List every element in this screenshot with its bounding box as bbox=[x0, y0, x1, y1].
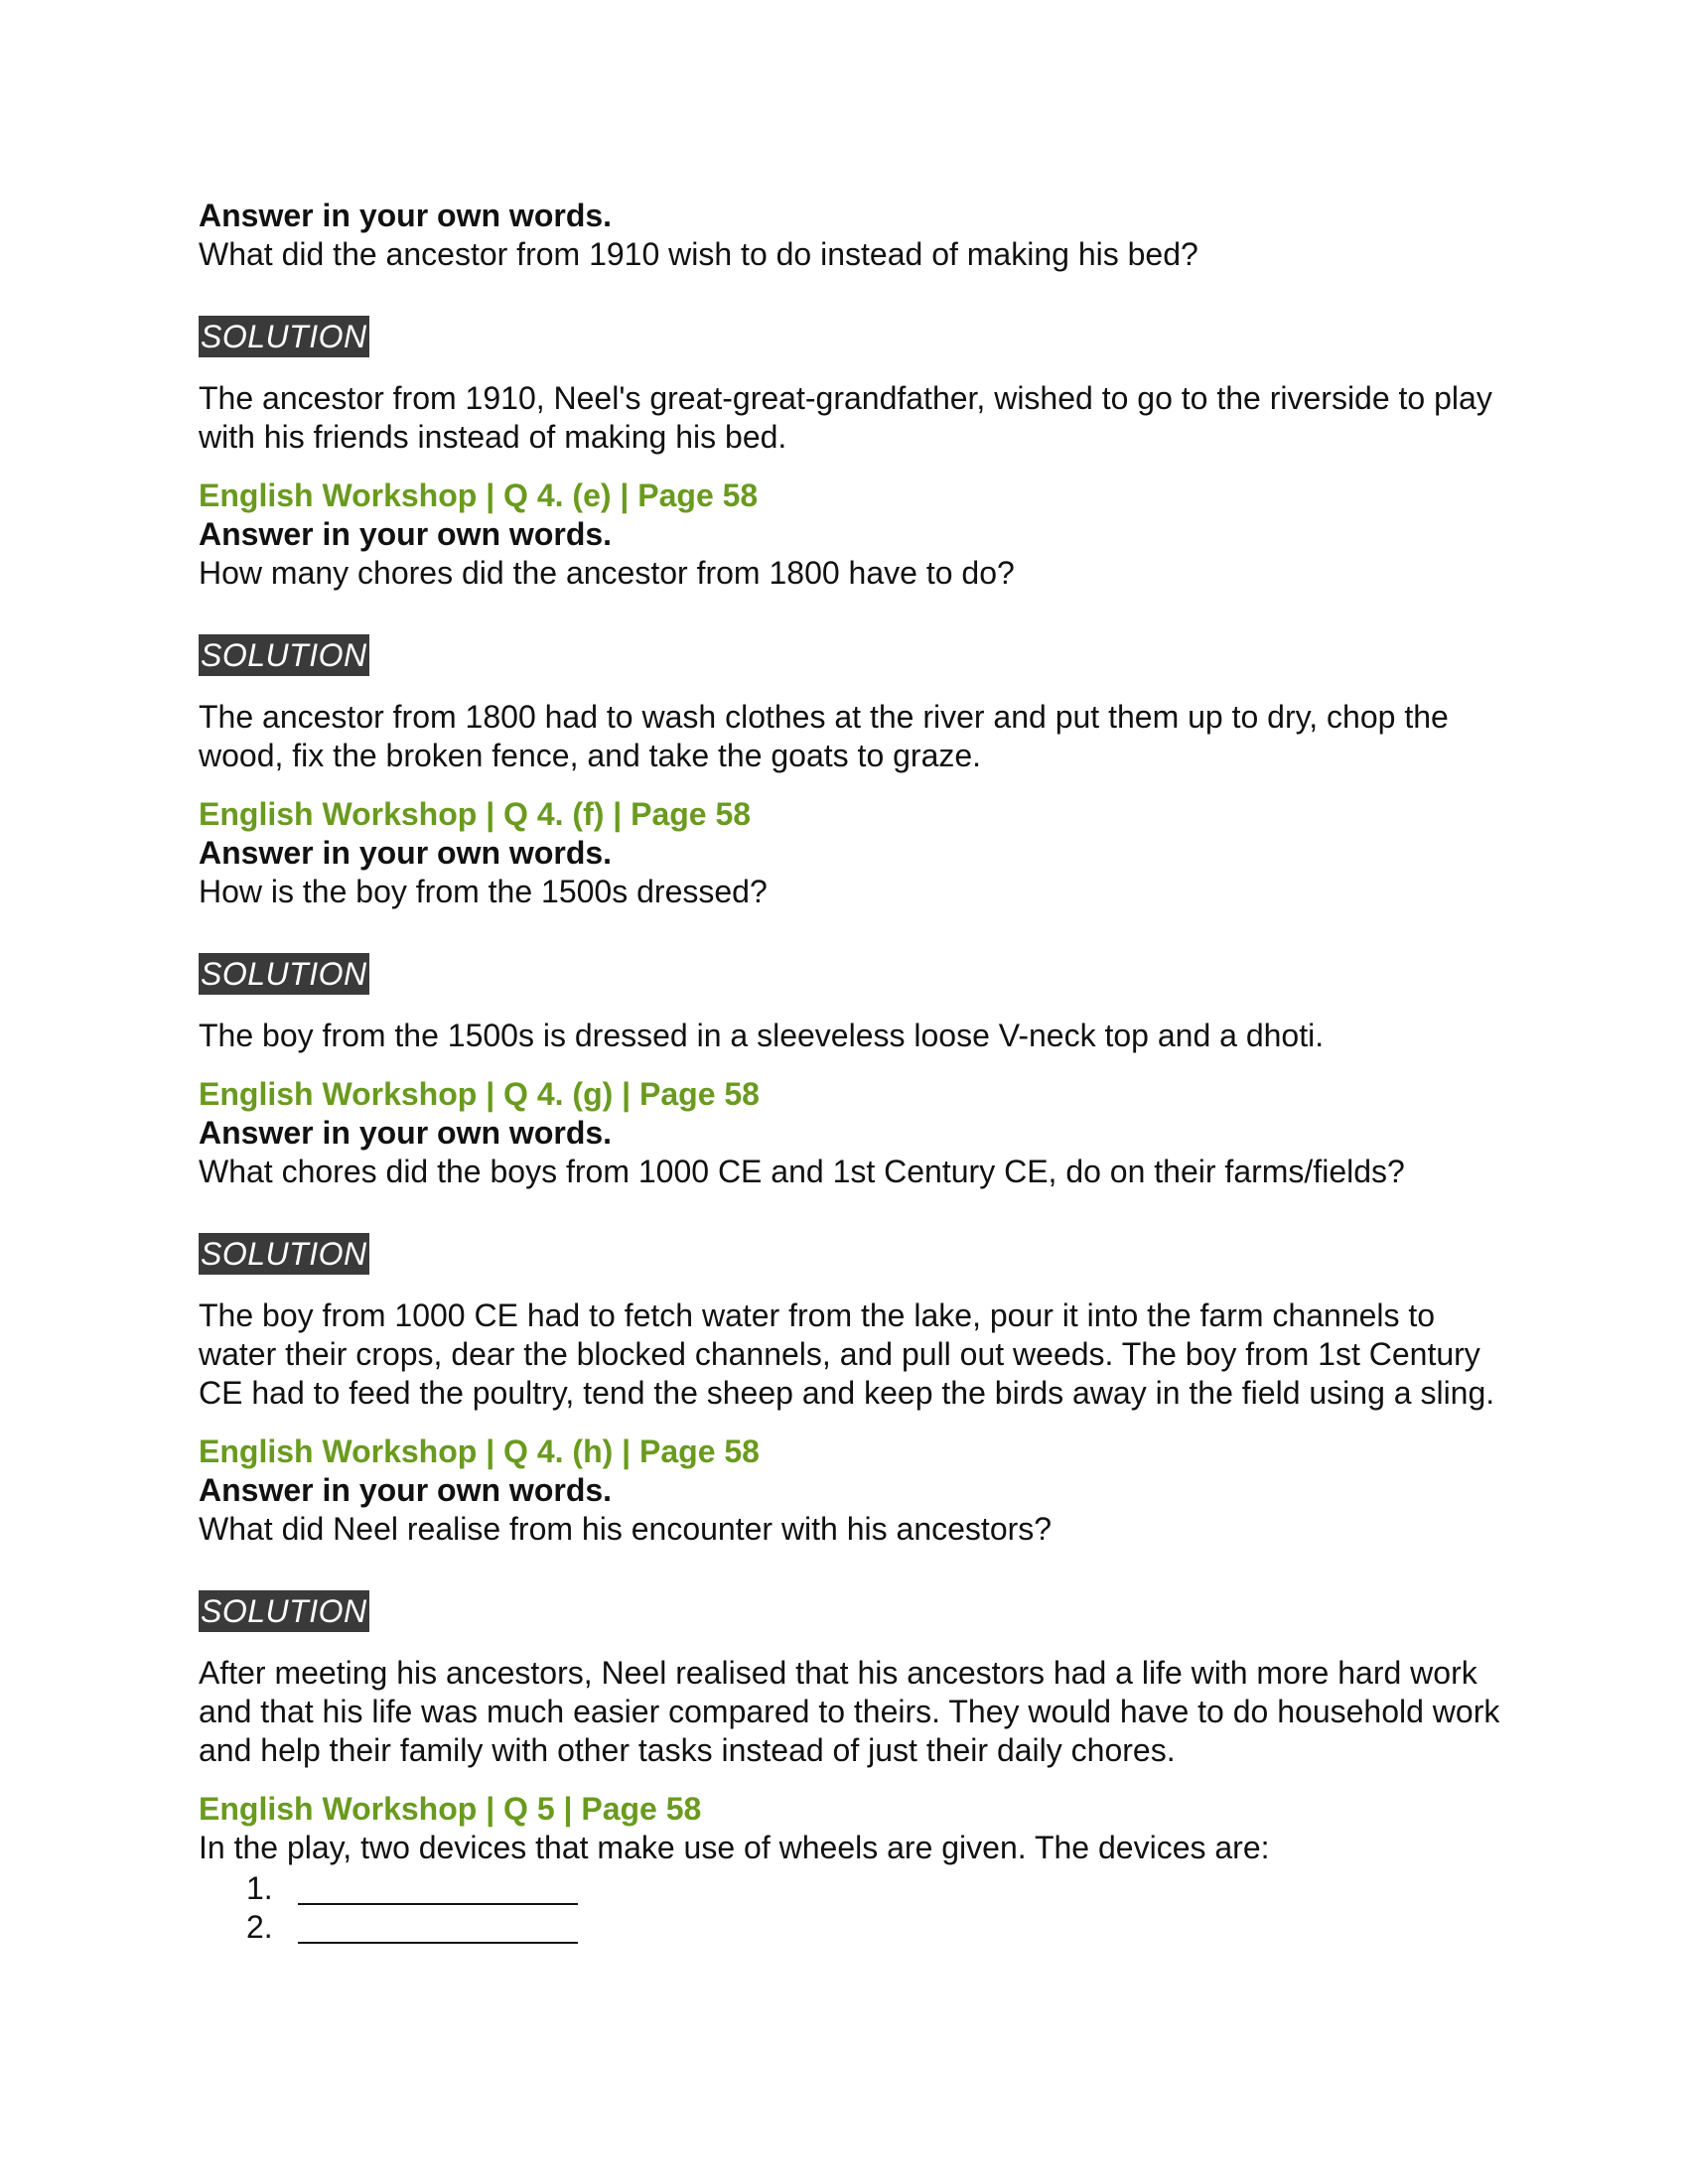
question-text: What chores did the boys from 1000 CE and 1st Century CE, do on their farms/fields? bbox=[199, 1154, 1405, 1189]
document-page bbox=[199, 197, 1500, 1947]
list-item bbox=[199, 1869, 1489, 1908]
answer-text: The ancestor from 1800 had to wash clothes at the river and put them up to dry, chop the wood, fix the broken fence, and take the goats to graze. bbox=[199, 699, 1449, 773]
answer-text: After meeting his ancestors, Neel realised that his ancestors had a life with more hard work and that his life was much easier compared to theirs. They would have to do household work and help their family with other tasks instead of just their daily chores. bbox=[199, 1655, 1500, 1768]
solution-label: SOLUTION bbox=[199, 1233, 369, 1275]
list-number: 2. bbox=[246, 1909, 273, 1945]
instruction-text: Answer in your own words. bbox=[199, 1115, 613, 1151]
qa-block bbox=[199, 1433, 1500, 1770]
instruction-text: Answer in your own words. bbox=[199, 835, 613, 871]
question-text: What did Neel realise from his encounter with his ancestors? bbox=[199, 1511, 1053, 1547]
answer-blank-list bbox=[199, 1869, 1489, 1947]
qa-block bbox=[199, 1790, 1489, 1947]
answer-text: The boy from 1000 CE had to fetch water from the lake, pour it into the farm channels to water their crops, dear the blocked channels, and pull out weeds. The boy from 1st Century CE had to feed the poultry, tend the sheep and keep the birds away in the field using a sling. bbox=[199, 1297, 1495, 1411]
answer-blank-line bbox=[298, 1942, 578, 1944]
qa-block bbox=[199, 795, 1489, 1055]
solution-label: SOLUTION bbox=[199, 634, 369, 676]
instruction-text: Answer in your own words. bbox=[199, 516, 613, 552]
answer-text: The boy from the 1500s is dressed in a sleeveless loose V-neck top and a dhoti. bbox=[199, 1018, 1325, 1053]
solution-label: SOLUTION bbox=[199, 1590, 369, 1632]
qa-block bbox=[199, 477, 1489, 775]
solution-label: SOLUTION bbox=[199, 953, 369, 995]
question-text: How is the boy from the 1500s dressed? bbox=[199, 874, 768, 909]
answer-blank-line bbox=[298, 1903, 578, 1905]
question-heading: English Workshop | Q 4. (e) | Page 58 bbox=[199, 478, 759, 513]
question-text: How many chores did the ancestor from 1800 have to do? bbox=[199, 555, 1015, 591]
qa-block bbox=[199, 197, 1492, 457]
solution-label: SOLUTION bbox=[199, 316, 369, 357]
answer-text: The ancestor from 1910, Neel's great-great-grandfather, wished to go to the riverside to play with his friends instead of making his bed. bbox=[199, 380, 1492, 455]
instruction-text: Answer in your own words. bbox=[199, 198, 613, 233]
qa-block bbox=[199, 1075, 1495, 1413]
list-item bbox=[199, 1908, 1489, 1947]
instruction-text: Answer in your own words. bbox=[199, 1472, 613, 1508]
question-heading: English Workshop | Q 4. (h) | Page 58 bbox=[199, 1433, 760, 1469]
list-number: 1. bbox=[246, 1870, 273, 1906]
question-heading: English Workshop | Q 4. (g) | Page 58 bbox=[199, 1076, 760, 1112]
question-heading: English Workshop | Q 4. (f) | Page 58 bbox=[199, 796, 752, 832]
question-text: In the play, two devices that make use of wheels are given. The devices are: bbox=[199, 1830, 1270, 1865]
question-text: What did the ancestor from 1910 wish to do instead of making his bed? bbox=[199, 236, 1198, 272]
question-heading: English Workshop | Q 5 | Page 58 bbox=[199, 1791, 702, 1827]
